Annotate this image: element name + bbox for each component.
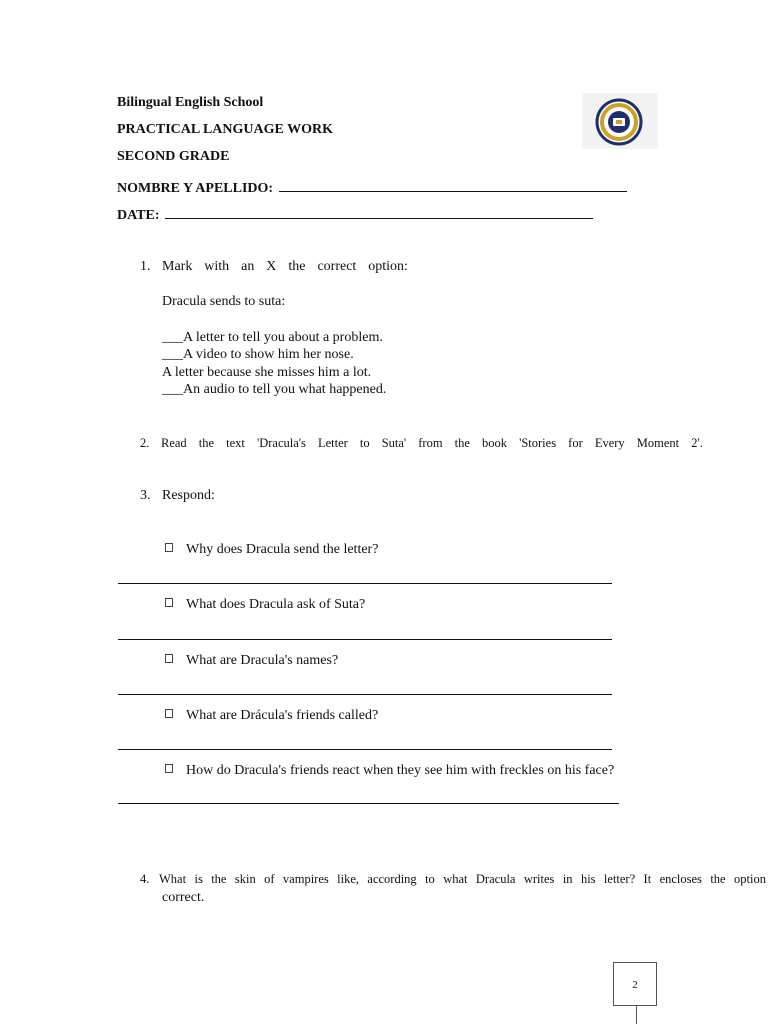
q4-word: Dracula: [475, 872, 516, 886]
q4-word: of: [264, 872, 275, 886]
q4-word: according: [367, 872, 417, 886]
grade-label: SECOND GRADE: [117, 149, 230, 164]
q2-word: to: [359, 436, 370, 450]
q3-question: Why does Dracula send the letter?: [186, 542, 379, 557]
q4-word: is: [194, 872, 203, 886]
answer-line[interactable]: [118, 803, 619, 804]
q4-word: the: [211, 872, 227, 886]
checkbox-icon[interactable]: [165, 764, 173, 773]
q4-word: skin: [234, 872, 256, 886]
q2-word: the: [198, 436, 215, 450]
q4-word: the: [710, 872, 726, 886]
q2-word: Suta': [381, 436, 407, 450]
q4-word: to: [425, 872, 435, 886]
q1-word: Mark: [162, 259, 193, 274]
q3-question: What are Drácula's friends called?: [186, 708, 379, 723]
q4-word: It: [643, 872, 652, 886]
q2-number: 2.: [140, 436, 150, 450]
q1-option-text: A video to show him her nose.: [183, 347, 354, 362]
q1-number: 1.: [140, 259, 151, 274]
q2-instruction: [161, 436, 703, 451]
q3-question: What are Dracula's names?: [186, 653, 339, 668]
q4-instruction: [159, 872, 766, 887]
q1-word: the: [288, 259, 306, 274]
q1-word: option:: [368, 259, 408, 274]
q4-continuation: correct.: [162, 890, 205, 905]
q3-question: What does Dracula ask of Suta?: [186, 597, 366, 612]
name-field-row: [117, 177, 627, 197]
crest-icon: [582, 93, 658, 149]
q2-word: Every: [594, 436, 625, 450]
q1-option-text: A letter because she misses him a lot.: [162, 365, 372, 380]
q1-word: with: [204, 259, 230, 274]
q2-word: Moment: [636, 436, 680, 450]
school-name: Bilingual English School: [117, 95, 264, 110]
q2-word: book: [482, 436, 508, 450]
q4-word: what: [443, 872, 468, 886]
date-field-row: [117, 204, 593, 224]
q2-word: Letter: [317, 436, 348, 450]
page-number: 2: [632, 979, 638, 991]
name-label: NOMBRE Y APELLIDO:: [117, 181, 274, 196]
q1-option-blank[interactable]: ___: [162, 347, 183, 362]
worksheet-subject: PRACTICAL LANGUAGE WORK: [117, 122, 333, 137]
q1-word: X: [266, 259, 277, 274]
q4-word: like,: [337, 872, 360, 886]
q4-word: in: [562, 872, 573, 886]
q4-word: option: [734, 872, 766, 886]
q2-word: 2'.: [691, 436, 703, 450]
checkbox-icon[interactable]: [165, 543, 173, 552]
q4-word: letter?: [603, 872, 636, 886]
answer-line[interactable]: [118, 694, 612, 695]
q1-instruction: [162, 259, 408, 275]
name-blank-line[interactable]: [279, 177, 627, 192]
q1-option-blank[interactable]: ___: [162, 382, 183, 397]
q3-question: How do Dracula's friends react when they see him with freckles on his face?: [186, 763, 615, 778]
answer-line[interactable]: [118, 639, 612, 640]
q2-word: text: [226, 436, 245, 450]
q1-word: correct: [317, 259, 357, 274]
q3-number: 3.: [140, 488, 151, 503]
page-number-connector: [636, 1006, 637, 1024]
q1-option[interactable]: [162, 330, 383, 346]
q1-word: an: [241, 259, 255, 274]
q2-word: from: [418, 436, 443, 450]
q4-word: writes: [523, 872, 555, 886]
q2-word: the: [454, 436, 470, 450]
answer-line[interactable]: [118, 749, 612, 750]
date-label: DATE:: [117, 208, 160, 223]
q4-number: 4.: [140, 872, 150, 886]
q1-option[interactable]: [162, 347, 354, 363]
q4-word: his: [580, 872, 596, 886]
q4-word: vampires: [282, 872, 329, 886]
q1-option-text: An audio to tell you what happened.: [183, 382, 387, 397]
q1-option-text: A letter to tell you about a problem.: [183, 330, 383, 345]
q1-prompt: Dracula sends to suta:: [162, 294, 286, 309]
date-blank-line[interactable]: [165, 204, 593, 219]
q4-word: What: [159, 872, 187, 886]
q1-option[interactable]: [162, 365, 371, 381]
q4-word: encloses: [659, 872, 702, 886]
q1-option-blank[interactable]: ___: [162, 330, 183, 345]
answer-line[interactable]: [118, 583, 612, 584]
school-crest-logo: [582, 93, 658, 149]
q2-word: for: [568, 436, 583, 450]
q2-word: 'Dracula's: [256, 436, 306, 450]
page-number-box: [613, 962, 657, 1006]
checkbox-icon[interactable]: [165, 709, 173, 718]
q2-word: Read: [161, 436, 187, 450]
q3-label: Respond:: [162, 488, 215, 503]
checkbox-icon[interactable]: [165, 598, 173, 607]
checkbox-icon[interactable]: [165, 654, 173, 663]
q1-option[interactable]: [162, 382, 386, 398]
q2-word: 'Stories: [519, 436, 557, 450]
